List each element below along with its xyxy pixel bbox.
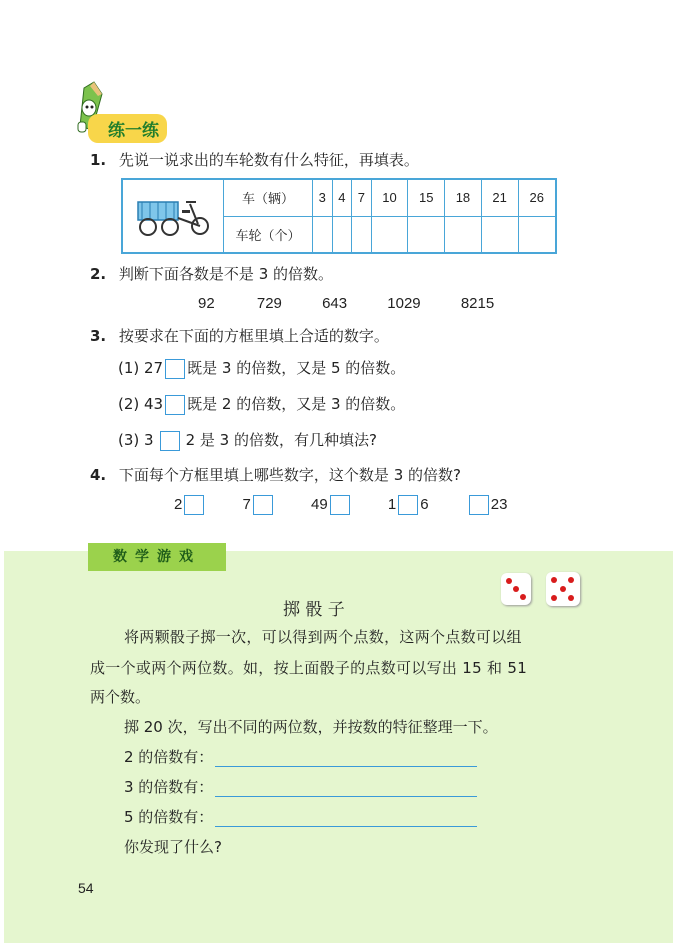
q2-line <box>90 263 333 284</box>
q3-item-1 <box>118 357 405 379</box>
answer-box[interactable] <box>184 495 204 515</box>
game-instruction: 掷 20 次，写出不同的两位数，并按数的特征整理一下。 <box>124 718 498 736</box>
game-paragraph-line: 两个数。 <box>90 688 151 706</box>
math-game-tag: 数学游戏 <box>88 543 226 571</box>
answer-box[interactable] <box>165 395 185 415</box>
q3-item-2 <box>118 393 405 415</box>
multiples-label: 2 的倍数有： <box>124 748 214 766</box>
q4-number: 4. <box>90 466 107 484</box>
answer-cell[interactable] <box>481 216 518 253</box>
answer-box[interactable] <box>253 495 273 515</box>
tricycle-image <box>122 179 224 253</box>
multiples-of-5-line <box>124 806 477 827</box>
q3-item-3 <box>118 429 377 451</box>
answer-box[interactable] <box>330 495 350 515</box>
practice-badge <box>72 80 182 140</box>
discovery-question: 你发现了什么? <box>124 838 222 856</box>
digit-text: 7 <box>242 495 251 513</box>
q1-text: 先说一说求出的车轮数有什么特征，再填表。 <box>118 151 419 169</box>
table-cell: 18 <box>445 179 482 216</box>
answer-cell[interactable] <box>332 216 352 253</box>
dice-five-icon <box>546 572 580 606</box>
badge-label: 练一练 <box>88 114 167 143</box>
q2-numbers <box>198 295 494 312</box>
q3-line <box>90 325 389 346</box>
answer-cell[interactable] <box>371 216 408 253</box>
item-prefix: (2) 43 <box>118 395 164 413</box>
digit-text: 2 <box>174 495 183 513</box>
multiples-label: 3 的倍数有： <box>124 778 214 796</box>
number-item: 8215 <box>460 295 495 312</box>
answer-cell[interactable] <box>518 216 556 253</box>
digit-text: 23 <box>490 495 508 513</box>
answer-box[interactable] <box>160 431 180 451</box>
table-cell: 3 <box>313 179 333 216</box>
table-cell: 21 <box>481 179 518 216</box>
table-row <box>122 179 556 216</box>
answer-box[interactable] <box>165 359 185 379</box>
answer-box[interactable] <box>469 495 489 515</box>
q2-number: 2. <box>90 265 107 283</box>
table-cell: 15 <box>408 179 445 216</box>
digit-text: 6 <box>420 495 429 513</box>
game-title: 掷 骰 子 <box>283 600 345 620</box>
number-item: 92 <box>198 295 215 312</box>
q4-line <box>90 464 461 485</box>
item-text: 2 是 3 的倍数，有几种填法? <box>185 431 377 449</box>
number-item: 1029 <box>387 295 421 312</box>
row-label-wheels: 车轮（个） <box>224 216 313 253</box>
q1-number: 1. <box>90 151 107 169</box>
item-prefix: (1) 27 <box>118 359 164 377</box>
answer-underline[interactable] <box>215 752 477 767</box>
answer-cell[interactable] <box>445 216 482 253</box>
q4-items <box>174 495 507 515</box>
multiples-of-3-line <box>124 776 477 797</box>
digit-text: 1 <box>387 495 397 513</box>
item-text: 既是 3 的倍数，又是 5 的倍数。 <box>187 359 406 377</box>
row-label-vehicles: 车（辆） <box>224 179 313 216</box>
tricycle-icon <box>132 192 214 238</box>
q4-text: 下面每个方框里填上哪些数字，这个数是 3 的倍数? <box>118 466 461 484</box>
q1-line <box>90 149 419 170</box>
answer-cell[interactable] <box>408 216 445 253</box>
page-number: 54 <box>78 880 94 896</box>
number-item: 729 <box>256 295 282 312</box>
game-paragraph-line: 成一个或两个两位数。如，按上面骰子的点数可以写出 15 和 51 <box>90 659 528 677</box>
table-cell: 7 <box>352 179 372 216</box>
q3-text: 按要求在下面的方框里填上合适的数字。 <box>118 327 389 345</box>
answer-box[interactable] <box>398 495 418 515</box>
q2-text: 判断下面各数是不是 3 的倍数。 <box>118 265 334 283</box>
number-item: 643 <box>322 295 348 312</box>
multiples-label: 5 的倍数有： <box>124 808 214 826</box>
game-paragraph-line: 将两颗骰子掷一次，可以得到两个点数，这两个点数可以组 <box>124 628 522 646</box>
table-cell: 10 <box>371 179 408 216</box>
multiples-of-2-line <box>124 746 477 767</box>
answer-underline[interactable] <box>215 812 477 827</box>
table-cell: 26 <box>518 179 556 216</box>
dice-one-icon <box>501 573 531 605</box>
q3-number: 3. <box>90 327 107 345</box>
answer-cell[interactable] <box>352 216 372 253</box>
table-cell: 4 <box>332 179 352 216</box>
item-text: 既是 2 的倍数，又是 3 的倍数。 <box>187 395 406 413</box>
answer-underline[interactable] <box>215 782 477 797</box>
item-prefix: (3) 3 <box>118 431 154 449</box>
wheel-table <box>121 178 557 254</box>
digit-text: 49 <box>311 495 328 513</box>
answer-cell[interactable] <box>313 216 333 253</box>
